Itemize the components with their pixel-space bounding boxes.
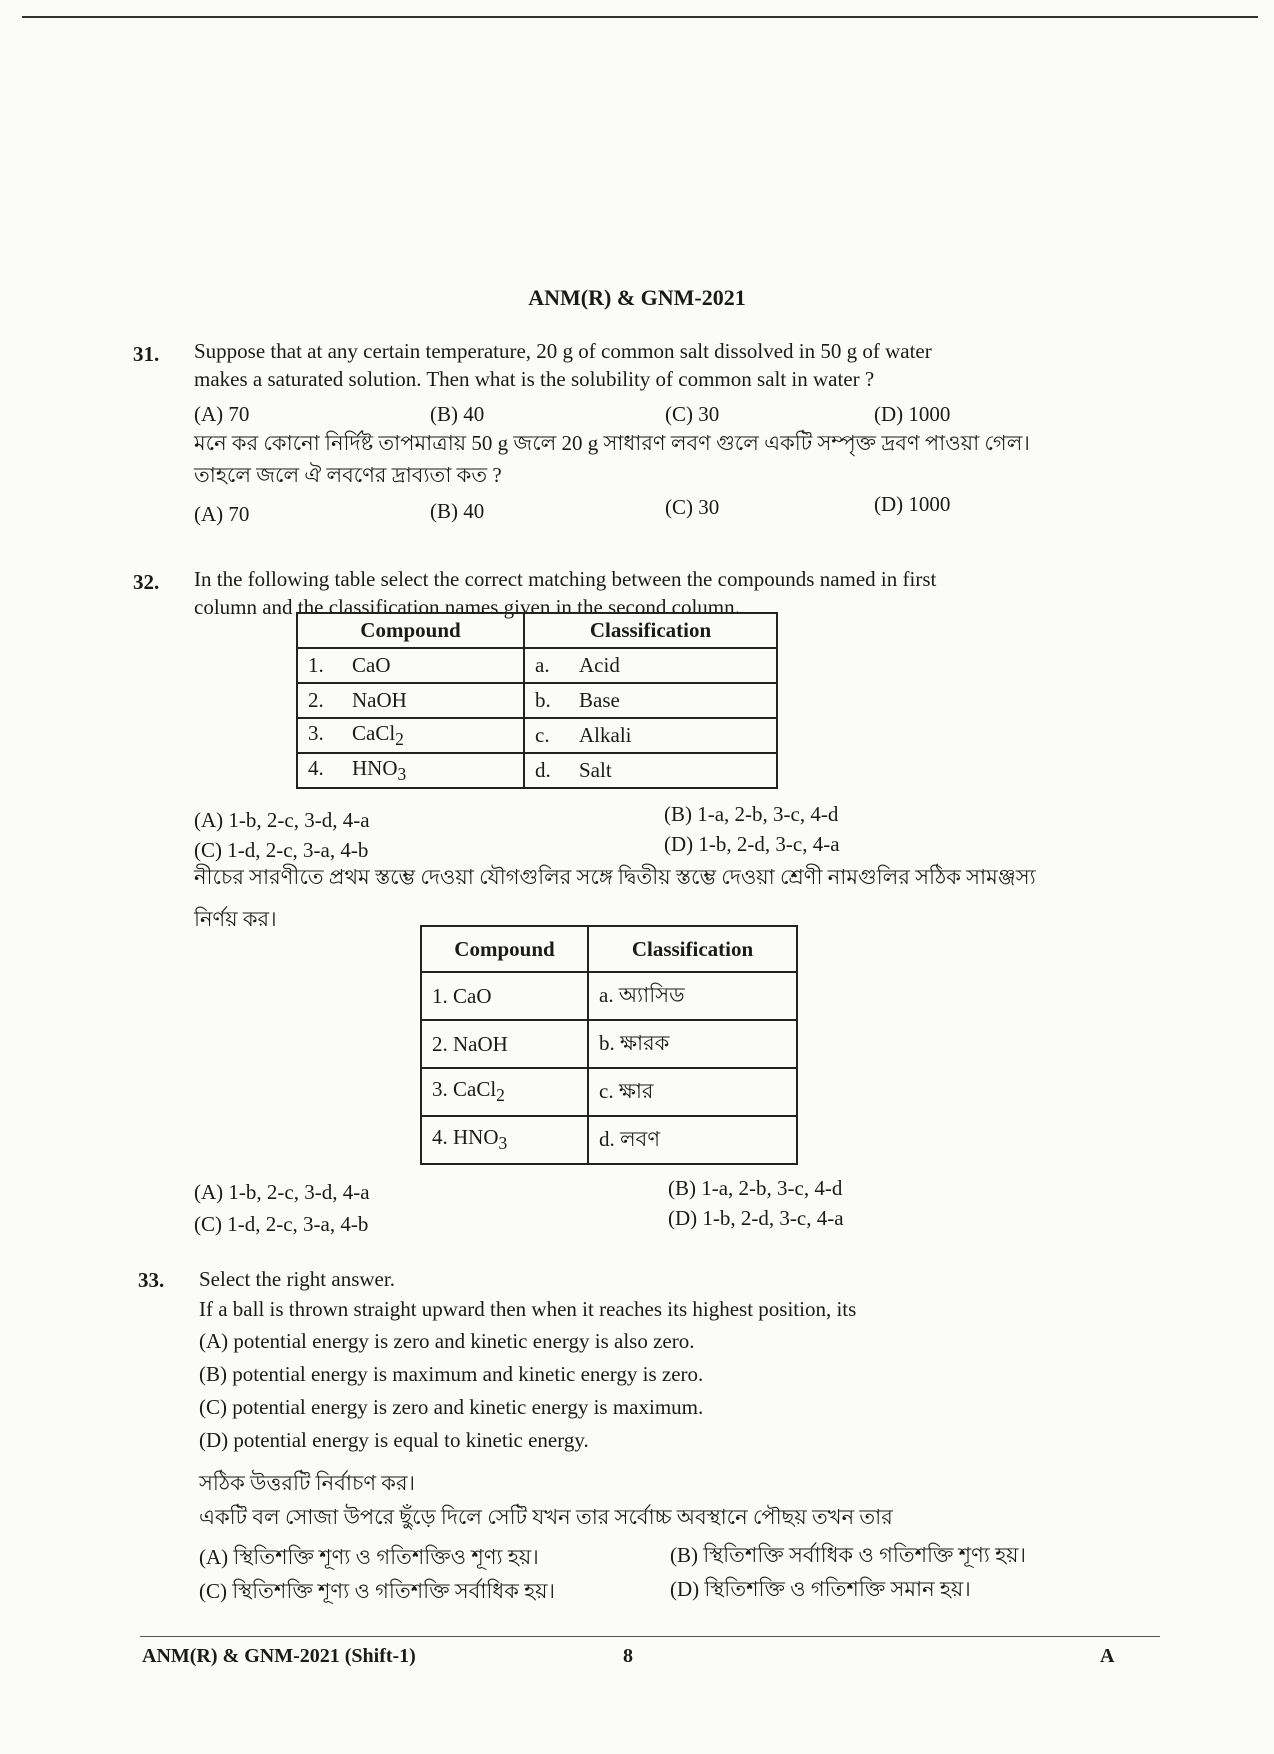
q32-number: 32. — [133, 570, 160, 594]
q33-text-line2: If a ball is thrown straight upward then when it reaches its highest position, its — [199, 1297, 857, 1321]
table-row — [297, 753, 777, 788]
q32-match-table-en — [296, 612, 778, 789]
q33-bn-option-c: (C) স্থিতিশক্তি শূণ্য ও গতিশক্তি সর্বাধিক হয়। — [199, 1579, 556, 1603]
table-row — [421, 1116, 797, 1164]
table-cell-compound: 4. $HNO_3$ — [297, 753, 524, 788]
table-cell-class: a. অ্যাসিড — [588, 972, 797, 1020]
q31-bengali-line2: তাহলে জলে ঐ লবণের দ্রাব্যতা কত ? — [194, 463, 502, 487]
q33-number: 33. — [138, 1268, 165, 1292]
q31-bn-option-a: (A) 70 — [194, 502, 250, 526]
table-cell-class: a. Acid — [524, 648, 777, 683]
table-header-compound: Compound — [297, 613, 524, 648]
q31-bn-option-d: (D) 1000 — [874, 492, 951, 516]
q32-option-a: (A) 1-b, 2-c, 3-d, 4-a — [194, 808, 370, 832]
footer-set-code: A — [1100, 1645, 1115, 1667]
q31-text-line1: Suppose that at any certain temperature, 20 g of common salt dissolved in 50 g of water — [194, 339, 932, 363]
table-row — [421, 1068, 797, 1116]
q32-bn-option-b: (B) 1-a, 2-b, 3-c, 4-d — [668, 1176, 843, 1200]
table-cell-class: b. Base — [524, 683, 777, 718]
table-header-compound: Compound — [421, 926, 588, 972]
page-title: ANM(R) & GNM-2021 — [528, 285, 746, 310]
q32-bengali-line1: নীচের সারণীতে প্রথম স্তম্ভে দেওয়া যৌগগুলির সঙ্গে দ্বিতীয় স্তম্ভে দেওয়া শ্রেণী নামগুলির সঠিক সামঞ্জস্য — [194, 865, 1036, 889]
q33-bn-option-a: (A) স্থিতিশক্তি শূণ্য ও গতিশক্তিও শূণ্য হয়। — [199, 1545, 539, 1569]
table-row — [297, 683, 777, 718]
q33-bn-option-b: (B) স্থিতিশক্তি সর্বাধিক ও গতিশক্তি শূণ্য হয়। — [670, 1543, 1027, 1567]
q33-bn-option-d: (D) স্থিতিশক্তি ও গতিশক্তি সমান হয়। — [670, 1577, 971, 1601]
footer-page-number: 8 — [623, 1645, 633, 1667]
q32-option-d: (D) 1-b, 2-d, 3-c, 4-a — [664, 832, 840, 856]
table-cell-class: d. লবণ — [588, 1116, 797, 1164]
top-rule — [22, 16, 1258, 18]
q33-option-a: (A) potential energy is zero and kinetic energy is also zero. — [199, 1329, 695, 1353]
q32-text-line2: column and the classification names given in the second column. — [194, 595, 740, 619]
table-cell-class: d. Salt — [524, 753, 777, 788]
table-cell-class: c. Alkali — [524, 718, 777, 753]
table-cell-class: c. ক্ষার — [588, 1068, 797, 1116]
q31-bn-option-c: (C) 30 — [665, 495, 720, 519]
q32-option-c: (C) 1-d, 2-c, 3-a, 4-b — [194, 838, 369, 862]
table-cell-compound: 1. CaO — [297, 648, 524, 683]
footer-exam-name: ANM(R) & GNM-2021 (Shift-1) — [142, 1645, 416, 1667]
table-row — [421, 972, 797, 1020]
table-cell-compound: 1. CaO — [421, 972, 588, 1020]
q33-option-d: (D) potential energy is equal to kinetic energy. — [199, 1428, 589, 1452]
q32-bengali-line2: নির্ণয় কর। — [194, 907, 277, 931]
table-row — [297, 718, 777, 753]
table-cell-compound: 3. CaCl$_2$ — [421, 1068, 588, 1116]
q31-bengali-line1: মনে কর কোনো নির্দিষ্ট তাপমাত্রায় 50 g জলে 20 g সাধারণ লবণ গুলে একটি সম্পৃক্ত দ্রবণ পাওয়া গেল। — [194, 431, 1030, 455]
table-row — [421, 1020, 797, 1068]
table-cell-compound: 2. NaOH — [421, 1020, 588, 1068]
table-header-classification: Classification — [524, 613, 777, 648]
q31-number: 31. — [133, 342, 160, 366]
q33-text-line1: Select the right answer. — [199, 1267, 395, 1291]
q32-text-line1: In the following table select the correct matching between the compounds named in first — [194, 567, 937, 591]
q31-text-line2: makes a saturated solution. Then what is the solubility of common salt in water ? — [194, 367, 875, 391]
q31-option-d: (D) 1000 — [874, 402, 951, 426]
q32-match-table-bn — [420, 925, 798, 1165]
q32-bn-option-a: (A) 1-b, 2-c, 3-d, 4-a — [194, 1180, 370, 1204]
q32-bn-option-c: (C) 1-d, 2-c, 3-a, 4-b — [194, 1212, 369, 1236]
table-header-classification: Classification — [588, 926, 797, 972]
q32-option-b: (B) 1-a, 2-b, 3-c, 4-d — [664, 802, 839, 826]
q31-option-b: (B) 40 — [430, 402, 485, 426]
table-cell-class: b. ক্ষারক — [588, 1020, 797, 1068]
table-header-row — [297, 613, 777, 648]
table-header-row — [421, 926, 797, 972]
footer-rule — [140, 1636, 1160, 1637]
q31-option-c: (C) 30 — [665, 402, 720, 426]
table-cell-compound: 2. NaOH — [297, 683, 524, 718]
q33-bengali-line1: সঠিক উত্তরটি নির্বাচণ কর। — [199, 1471, 416, 1495]
table-cell-compound: 4. $HNO_3$ — [421, 1116, 588, 1164]
q32-bn-option-d: (D) 1-b, 2-d, 3-c, 4-a — [668, 1206, 844, 1230]
table-cell-compound: 3. CaCl$_2$ — [297, 718, 524, 753]
q33-bengali-line2: একটি বল সোজা উপরে ছুঁড়ে দিলে সেটি যখন তার সর্বোচ্চ অবস্থানে পৌছয় তখন তার — [199, 1505, 893, 1529]
q31-bn-option-b: (B) 40 — [430, 499, 485, 523]
q33-option-b: (B) potential energy is maximum and kinetic energy is zero. — [199, 1362, 704, 1386]
table-row — [297, 648, 777, 683]
q31-option-a: (A) 70 — [194, 402, 250, 426]
q33-option-c: (C) potential energy is zero and kinetic energy is maximum. — [199, 1395, 704, 1419]
